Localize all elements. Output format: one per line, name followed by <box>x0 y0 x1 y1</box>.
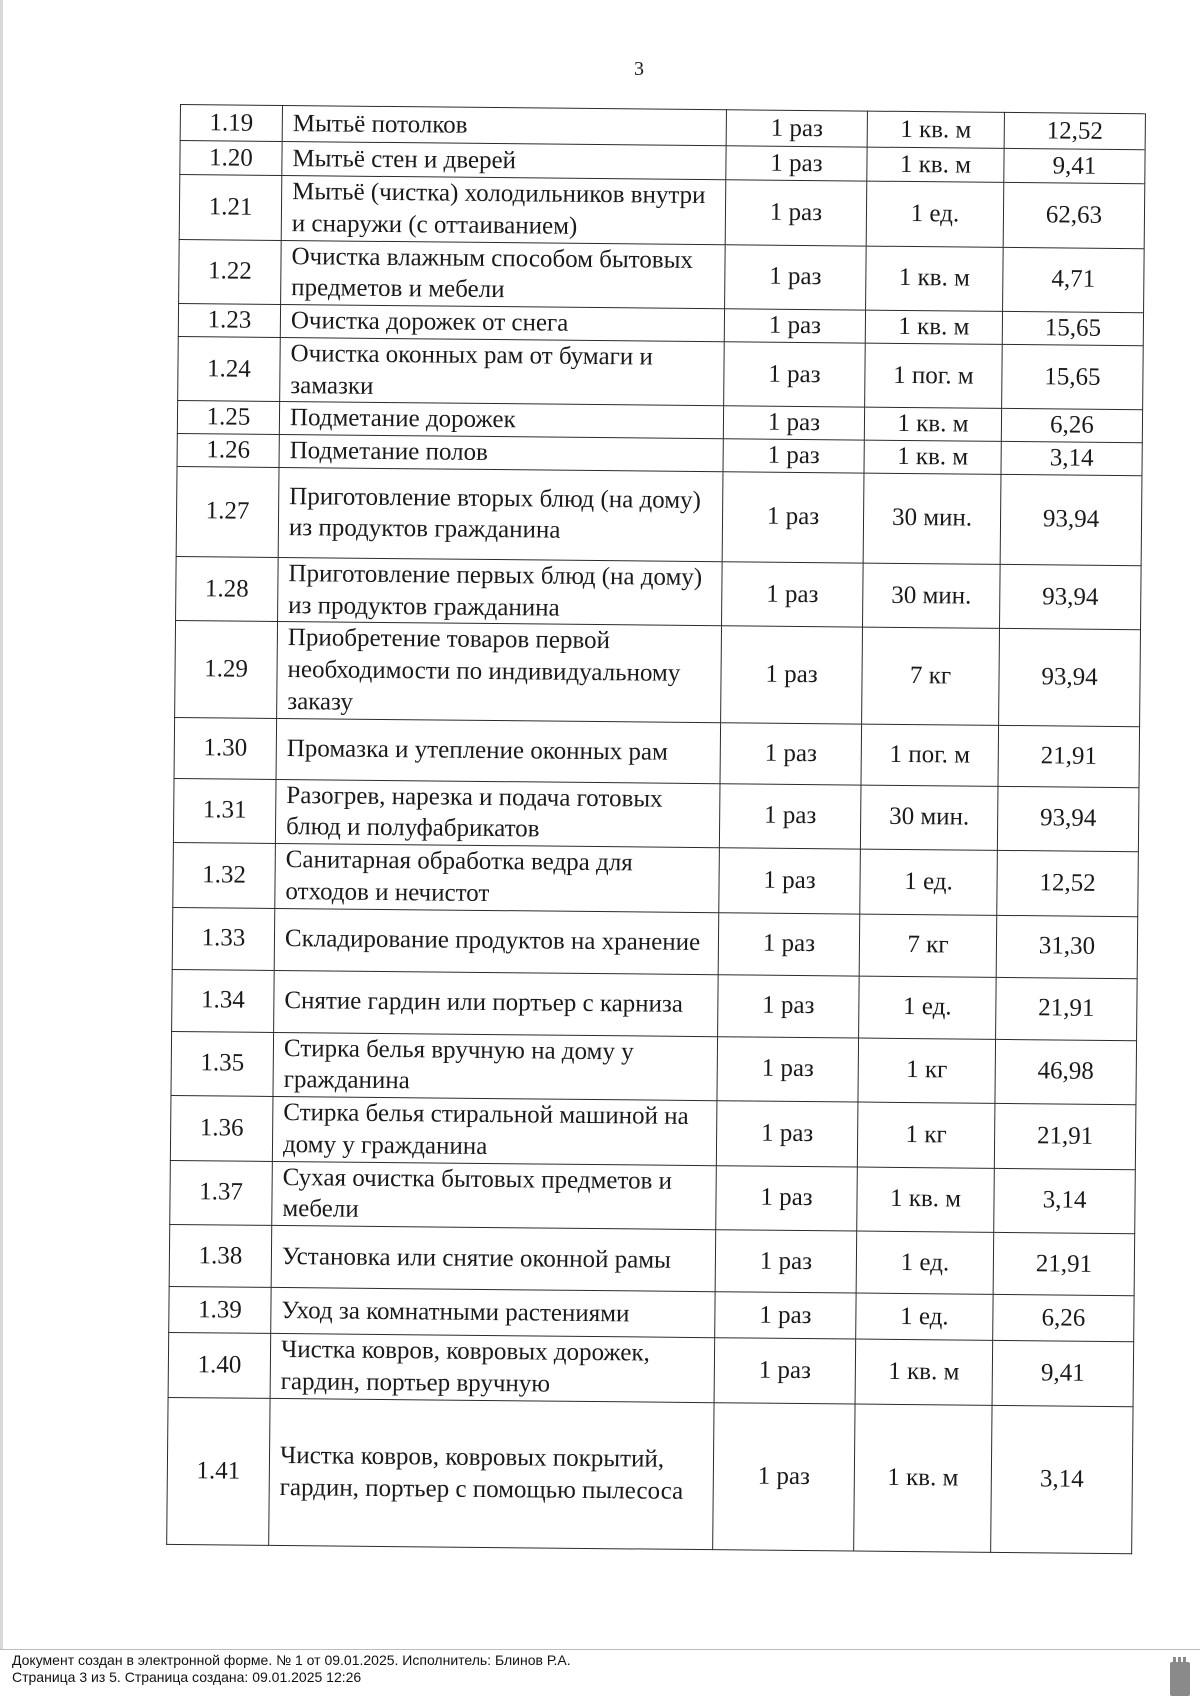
price: 21,91 <box>993 1232 1135 1295</box>
row-number: 1.32 <box>173 842 276 907</box>
row-number: 1.38 <box>169 1224 272 1287</box>
service-name: Приготовление первых блюд (на дому) из продуктов гражданина <box>278 557 723 626</box>
document-footer <box>0 1649 1200 1699</box>
frequency: 1 раз <box>721 626 863 724</box>
table-row <box>176 556 1142 630</box>
row-number: 1.37 <box>170 1160 273 1225</box>
service-name: Приготовление вторых блюд (на дому) из продуктов гражданина <box>278 467 723 561</box>
row-number: 1.29 <box>175 621 278 718</box>
service-name: Стирка белья стиральной машиной на дому у гражданина <box>272 1096 717 1165</box>
service-name: Подметание дорожек <box>279 402 723 439</box>
unit-of-measure: 1 ед. <box>860 849 998 915</box>
unit-of-measure: 7 кг <box>859 914 997 977</box>
frequency: 1 раз <box>720 722 862 784</box>
row-number: 1.22 <box>179 239 282 304</box>
table-row <box>167 1397 1133 1553</box>
service-name: Очистка оконных рам от бумаги и замазки <box>280 337 725 406</box>
service-name: Стирка белья вручную на дому у гражданина <box>273 1032 718 1101</box>
table-row <box>173 778 1139 852</box>
service-name: Подметание полов <box>279 434 723 471</box>
unit-of-measure: 1 кв. м <box>857 1167 995 1233</box>
table-row <box>179 239 1145 313</box>
service-name: Санитарная обработка ведра для отходов и нечистот <box>275 843 720 912</box>
frequency: 1 раз <box>722 561 864 627</box>
frequency: 1 раз <box>724 341 866 407</box>
price: 9,41 <box>1004 148 1145 183</box>
row-number: 1.41 <box>167 1397 270 1545</box>
frequency: 1 раз <box>718 912 860 975</box>
service-name: Складирование продуктов на хранение <box>274 908 719 974</box>
unit-of-measure: 30 мин. <box>860 785 998 851</box>
page-number: 3 <box>634 58 644 80</box>
unit-of-measure: 1 ед. <box>856 1231 994 1294</box>
service-name: Мытьё (чистка) холодильников внутри и снаружи (с оттаиванием) <box>281 175 726 244</box>
service-name: Разогрев, нарезка и подача готовых блюд и полуфабрикатов <box>275 779 720 848</box>
unit-of-measure: 1 пог. м <box>861 724 999 786</box>
frequency: 1 раз <box>723 406 864 440</box>
row-number: 1.24 <box>178 336 281 401</box>
price: 3,14 <box>1001 441 1142 475</box>
table-row <box>176 466 1142 565</box>
row-number: 1.20 <box>180 141 282 176</box>
price-table-container <box>166 104 1145 1554</box>
row-number: 1.30 <box>174 717 277 779</box>
unit-of-measure: 30 мин. <box>863 563 1001 629</box>
frequency: 1 раз <box>724 309 865 343</box>
table-row <box>168 1332 1134 1406</box>
row-number: 1.28 <box>176 556 279 621</box>
service-name: Очистка влажным способом бытовых предметов и мебели <box>281 240 726 309</box>
service-name: Снятие гардин или портьер с карниза <box>274 970 719 1036</box>
service-name: Чистка ковров, ковровых покрытий, гардин, портьер с помощью пылесоса <box>269 1398 714 1549</box>
price: 15,65 <box>1002 344 1144 410</box>
frequency: 1 раз <box>726 146 867 181</box>
unit-of-measure: 1 кв. м <box>865 310 1002 344</box>
table-row <box>172 907 1138 978</box>
frequency: 1 раз <box>725 180 867 246</box>
row-number: 1.23 <box>178 303 280 337</box>
frequency: 1 раз <box>714 1338 856 1404</box>
service-name: Приобретение товаров первой необходимости по индивидуальному заказу <box>277 622 722 723</box>
unit-of-measure: 30 мин. <box>863 473 1001 564</box>
unit-of-measure: 1 кв. м <box>867 147 1004 182</box>
frequency: 1 раз <box>715 1292 856 1339</box>
unit-of-measure: 1 кв. м <box>855 1339 993 1405</box>
price: 12,52 <box>997 850 1139 916</box>
unit-of-measure: 1 ед. <box>859 976 997 1039</box>
price: 93,94 <box>997 786 1139 852</box>
service-name: Чистка ковров, ковровых дорожек, гардин, портьер вручную <box>270 1333 715 1402</box>
price: 3,14 <box>991 1405 1133 1553</box>
frequency: 1 раз <box>717 1036 859 1102</box>
frequency: 1 раз <box>719 783 861 849</box>
price: 93,94 <box>1000 564 1142 630</box>
frequency: 1 раз <box>722 471 864 562</box>
unit-of-measure: 1 кв. м <box>864 440 1001 474</box>
price: 21,91 <box>996 977 1138 1040</box>
table-row <box>170 1095 1136 1169</box>
frequency: 1 раз <box>715 1230 857 1293</box>
document-stamp-icon <box>1170 1662 1190 1696</box>
footer-text <box>12 1652 571 1686</box>
service-name: Сухая очистка бытовых предметов и мебели <box>272 1161 717 1230</box>
row-number: 1.31 <box>173 778 276 843</box>
price: 31,30 <box>996 915 1138 978</box>
price: 46,98 <box>995 1039 1137 1105</box>
unit-of-measure: 1 кв. м <box>867 111 1004 148</box>
price: 21,91 <box>994 1103 1136 1169</box>
unit-of-measure: 1 кв. м <box>866 246 1004 312</box>
frequency: 1 раз <box>725 244 867 310</box>
table-row <box>173 842 1139 916</box>
price: 6,26 <box>993 1294 1134 1341</box>
price-table-body <box>167 105 1146 1554</box>
price-table <box>166 104 1146 1554</box>
service-name: Мытьё стен и дверей <box>282 141 726 179</box>
price: 6,26 <box>1001 409 1142 443</box>
unit-of-measure: 1 ед. <box>856 1293 993 1340</box>
footer-line-1: Документ создан в электронной форме. № 1 от 09.01.2025. Исполнитель: Блинов Р.А. <box>12 1652 571 1668</box>
price: 93,94 <box>999 629 1141 727</box>
service-name: Очистка дорожек от снега <box>280 304 724 341</box>
row-number: 1.26 <box>177 433 279 467</box>
price: 12,52 <box>1004 112 1145 149</box>
row-number: 1.36 <box>170 1095 273 1160</box>
table-row <box>171 1031 1137 1105</box>
unit-of-measure: 1 ед. <box>866 181 1004 247</box>
price: 3,14 <box>994 1168 1136 1234</box>
service-name: Установка или снятие оконной рамы <box>271 1225 716 1291</box>
unit-of-measure: 1 кв. м <box>854 1404 992 1552</box>
frequency: 1 раз <box>718 974 860 1037</box>
price: 21,91 <box>998 725 1140 787</box>
service-name: Промазка и утепление оконных рам <box>276 718 721 783</box>
table-row <box>174 717 1140 787</box>
price: 15,65 <box>1002 311 1143 345</box>
frequency: 1 раз <box>719 848 861 914</box>
price: 9,41 <box>992 1340 1134 1406</box>
row-number: 1.27 <box>176 466 279 557</box>
unit-of-measure: 1 кг <box>858 1038 996 1104</box>
price: 93,94 <box>1000 474 1142 565</box>
service-name: Мытьё потолков <box>282 105 726 145</box>
row-number: 1.39 <box>169 1286 271 1333</box>
row-number: 1.25 <box>177 401 279 435</box>
table-row <box>175 621 1141 727</box>
table-row <box>179 175 1145 249</box>
table-row <box>169 1224 1135 1295</box>
unit-of-measure: 7 кг <box>862 627 1000 725</box>
price: 4,71 <box>1003 247 1145 313</box>
frequency: 1 раз <box>723 439 864 473</box>
table-row <box>172 969 1138 1040</box>
frequency: 1 раз <box>726 110 867 147</box>
footer-line-2: Страница 3 из 5. Страница создана: 09.01.2025 12:26 <box>12 1669 362 1685</box>
unit-of-measure: 1 кг <box>857 1102 995 1168</box>
row-number: 1.21 <box>179 175 282 240</box>
frequency: 1 раз <box>716 1165 858 1231</box>
price: 62,63 <box>1003 182 1145 248</box>
frequency: 1 раз <box>716 1101 858 1167</box>
frequency: 1 раз <box>713 1402 855 1550</box>
page-edge <box>0 0 3 1650</box>
row-number: 1.35 <box>171 1031 274 1096</box>
table-row <box>178 336 1144 410</box>
row-number: 1.34 <box>172 969 275 1032</box>
row-number: 1.19 <box>180 105 282 142</box>
row-number: 1.40 <box>168 1332 271 1397</box>
unit-of-measure: 1 пог. м <box>865 343 1003 409</box>
row-number: 1.33 <box>172 907 275 970</box>
service-name: Уход за комнатными растениями <box>271 1287 715 1337</box>
table-row <box>170 1160 1136 1234</box>
unit-of-measure: 1 кв. м <box>864 407 1001 441</box>
